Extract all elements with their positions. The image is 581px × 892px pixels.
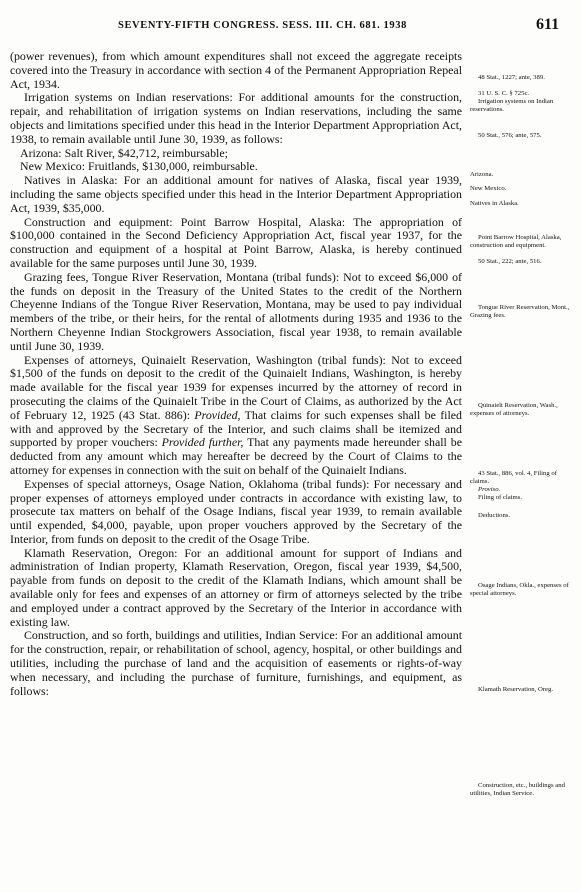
paragraph-quinaielt-attorneys [10,354,462,478]
quinaielt-text-1: Expenses of attorneys, Quinaielt Reservation, Washington (tribal funds): Not to exceed $1,500 of the funds on deposit to the credit of the Quinaielt Indians, Washington, is hereby made available for the fiscal year 1939 for expenses incurred by the attorney of record in prosecuting the claims of the Quinaielt Tribe in the Court of Claims, as authorized by the Act of February 12, 1925 (43 Stat. 886): [10,352,462,422]
margin-note-klamath: Klamath Reservation, Oreg. [478,686,554,693]
margin-note-proviso: Proviso. [478,486,501,493]
margin-note-stat-222: 50 Stat., 222; ante, 516. [478,258,542,265]
margin-note-stat-886: 43 Stat., 886, vol. 4, Filing of claims. [470,470,557,485]
running-head: SEVENTY-FIFTH CONGRESS. SESS. III. CH. 681. 1938 [118,20,407,31]
quinaielt-text-3: That any payments made hereunder shall be deducted from any amount which may hereafter be decreed by the Court of Claims to the attorney for expenses in connection with the suit on behalf of the Quinaielt Indians. [10,435,462,477]
paragraph-grazing-fees: Grazing fees, Tongue River Reservation, Montana (tribal funds): Not to exceed $6,000 of the funds on deposit in the Treasury of the United States to the credit of the Northern Cheyenne Indians of the Tongue River Reservation, Montana, may be used to pay individual members of the tribe, or their heirs, for the rental of allotments during 1935 and 1936 to the Northern Cheyenne Indian Stockgrowers Association, fiscal year 1938, to remain available until June 30, 1939. [10,269,462,353]
paragraph-construction-buildings: Construction, and so forth, buildings and utilities, Indian Service: For an additional amount for the construction, repair, or rehabilitation of school, agency, hospital, or other buildings and utilities, including the purchase of land and the acquisition of easements or rights-of-way when necessary, and including the purchase of furniture, furnishings, and equipment, as follows: [10,628,462,698]
paragraph-arizona: Arizona: Salt River, $42,712, reimbursable; [20,145,228,160]
margin-note-arizona: Arizona. [470,171,494,178]
paragraph-power-revenues: (power revenues), from which amount expenditures shall not exceed the aggregate receipts covered into the Treasury in accordance with section 4 of the Permanent Appropriation Repeal Act, 1934. [10,49,462,91]
quinaielt-text-2: That claims for such expenses shall be filed with and approved by the Secretary of the Interior, and such claims shall be itemized and supported by proper vouchers: [10,407,462,450]
margin-note-osage: Osage Indians, Okla., expenses of special attorneys. [470,582,569,597]
paragraph-osage-attorneys: Expenses of special attorneys, Osage Nation, Oklahoma (tribal funds): For necessary and proper expenses of attorneys employed under contracts in accordance with existing law, to prosecute tax matters on behalf of the Osage Indians, fiscal year 1939, to remain available until expended, $4,000, payable, upon proper vouchers approved by the Secretary of the Interior, from funds on deposit to the credit of the Osage Tribe. [10,476,462,546]
margin-note-new-mexico: New Mexico. [470,185,507,192]
margin-note-filing-claims: Filing of claims. [478,494,523,501]
page-header [0,6,581,36]
margin-note-irrigation: Irrigation systems on Indian reservations. [470,98,554,113]
margin-note-construction: Construction, etc., buildings and utilities, Indian Service. [470,782,565,797]
proviso-label-1: Provided, [194,407,241,422]
margin-note-natives-alaska: Natives in Alaska. [470,200,519,207]
margin-note-usc-725c: 31 U. S. C. § 725c. [478,90,530,97]
margin-note-stat-576: 50 Stat., 576; ante, 575. [478,132,542,139]
margin-note-stat-1227: 48 Stat., 1227; ante, 389. [478,74,545,81]
paragraph-new-mexico: New Mexico: Fruitlands, $130,000, reimbursable. [20,159,258,174]
margin-note-tongue-river: Tongue River Reservation, Mont., Grazing fees. [470,304,570,319]
margin-note-deductions: Deductions. [478,512,511,519]
page-number: 611 [536,16,560,33]
margin-note-quinaielt: Quinaielt Reservation, Wash., expenses of attorneys. [470,402,558,417]
statute-text [10,50,462,698]
paragraph-irrigation-systems: Irrigation systems on Indian reservations: For additional amounts for the construction, repair, and rehabilitation of irrigation systems on Indian reservations, including the same objects and limitations specified under this head in the Interior Department Appropriation Act, 1938, to remain available until June 30, 1939, as follows: [10,90,462,146]
paragraph-natives-alaska: Natives in Alaska: For an additional amount for natives of Alaska, fiscal year 1939, including the same objects specified under this head in the Interior Department Appropriation Act, 1939, $35,000. [10,173,462,215]
proviso-label-2: Provided further, [161,435,244,450]
paragraph-klamath: Klamath Reservation, Oregon: For an additional amount for support of Indians and administration of Indian property, Klamath Reservation, Oregon, fiscal year 1939, $4,500, payable from funds on deposit to the credit of the Klamath Indians, which amount shall be available only for fees and expenses of an attorney or firm of attorneys selected by the tribe and employed under a contract approved by the Secretary of the Interior in accordance with existing law. [10,545,462,629]
paragraph-point-barrow: Construction and equipment: Point Barrow Hospital, Alaska: The appropriation of $100,000 contained in the Second Deficiency Appropriation Act, fiscal year 1937, for the construction and equipment of a hospital at Point Barrow, Alaska, is hereby continued available for the same purposes until June 30, 1939. [10,214,462,270]
margin-note-point-barrow: Point Barrow Hospital, Alaska, construction and equipment. [470,234,562,249]
